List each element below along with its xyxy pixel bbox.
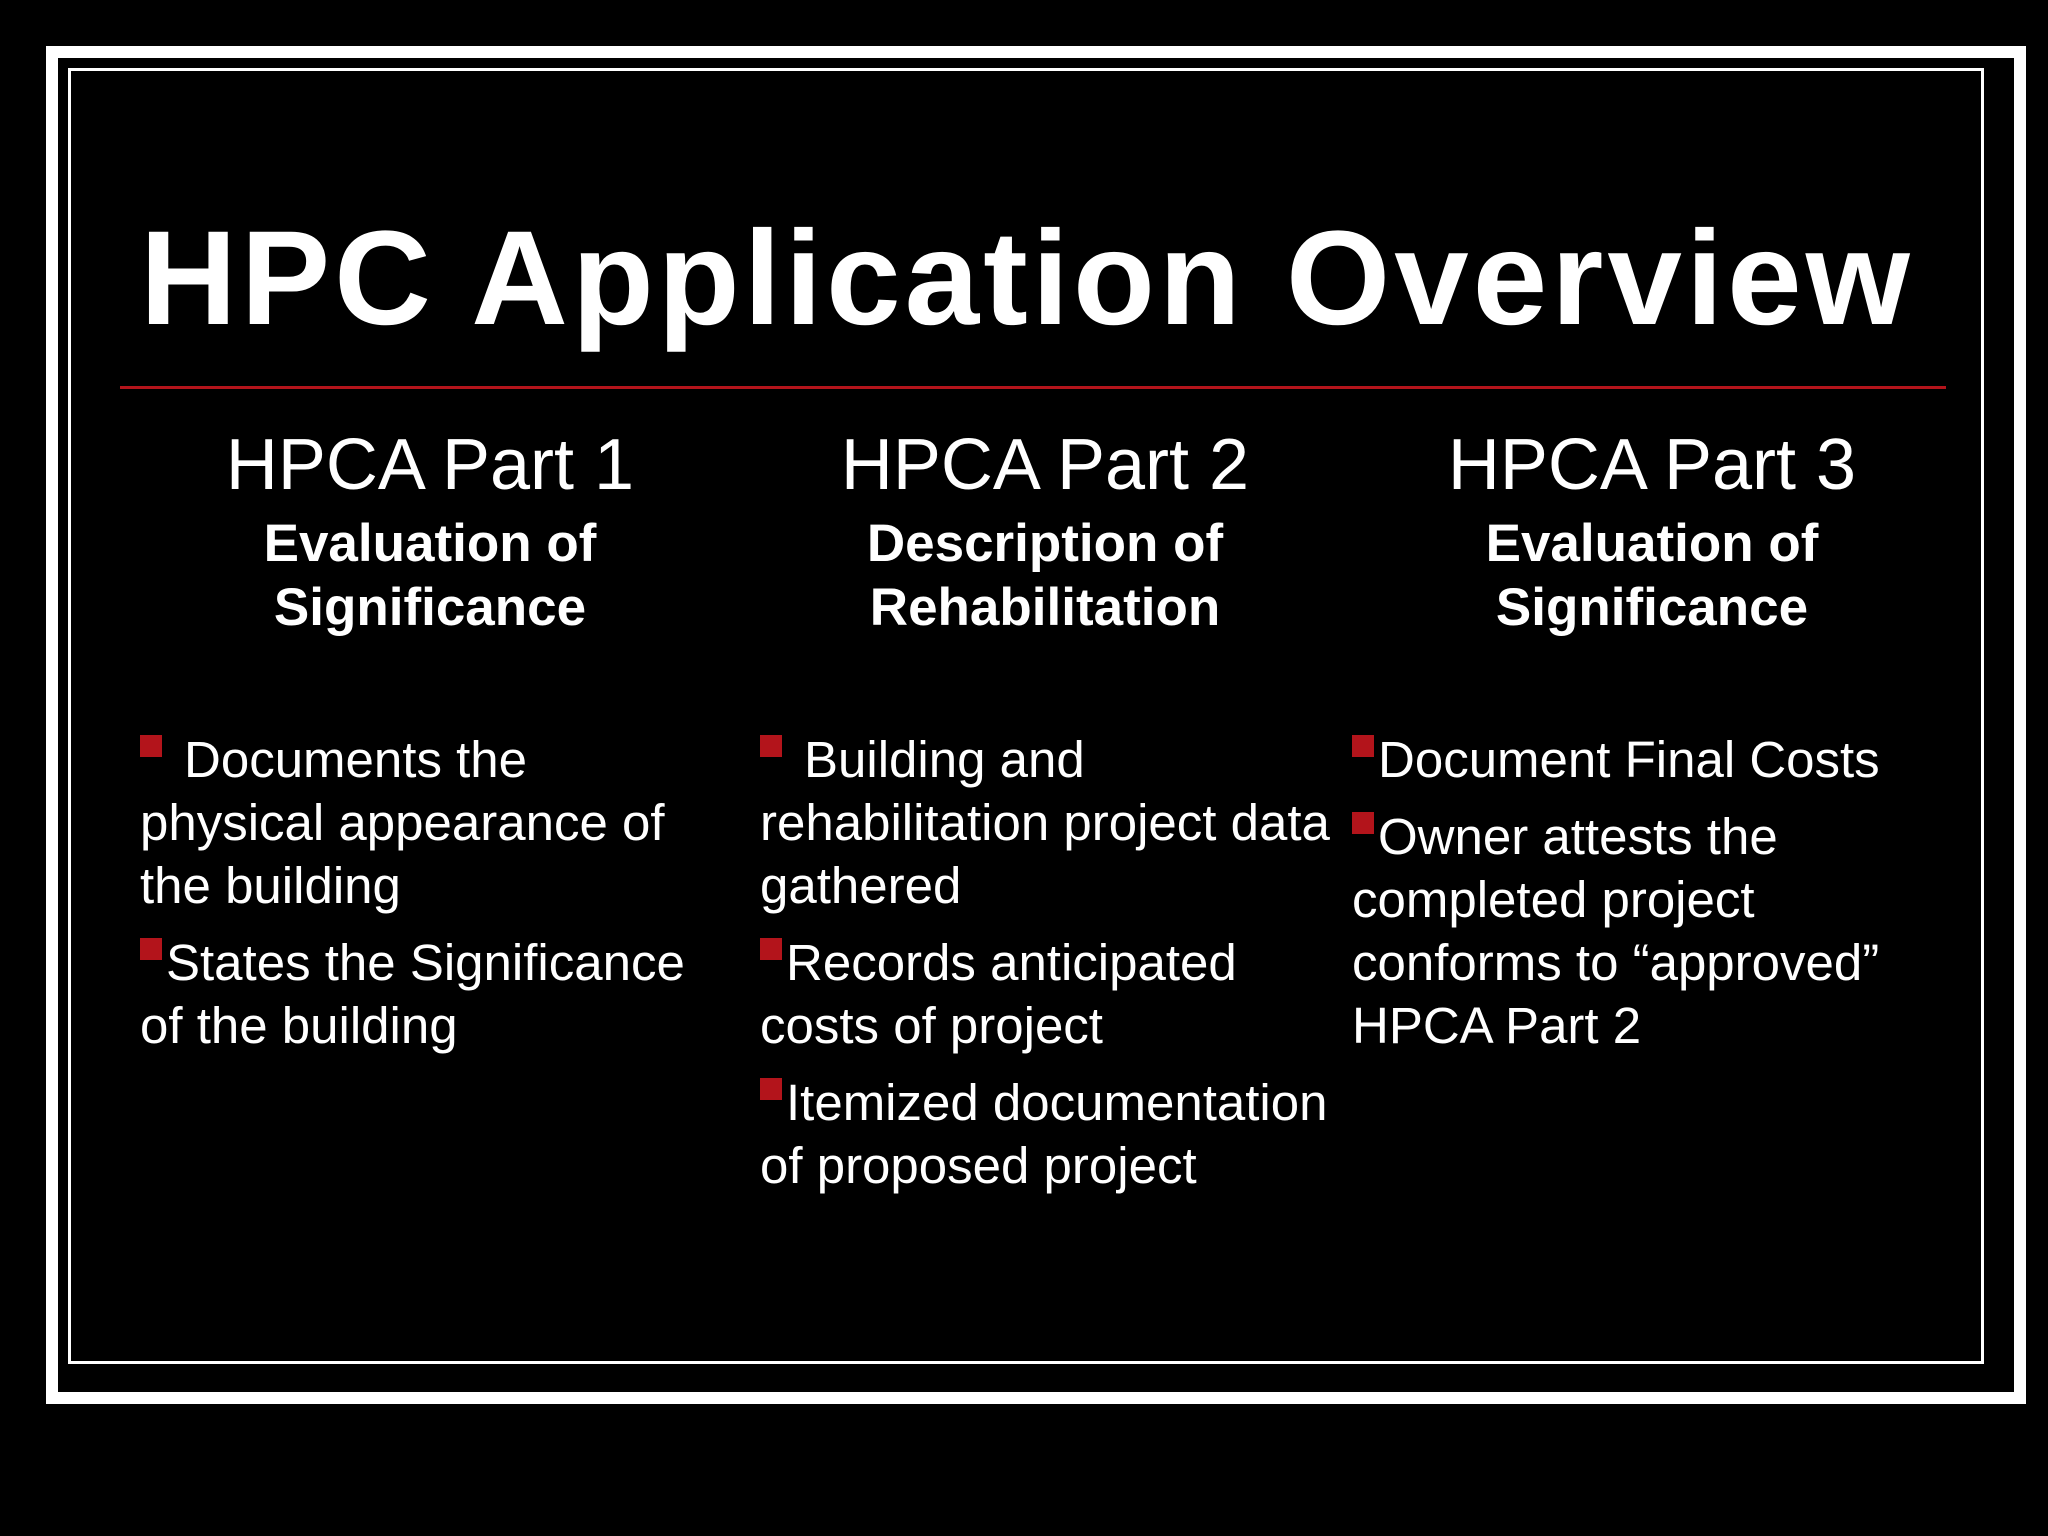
bullet-list [1352, 728, 1952, 1071]
column-part-3 [1352, 418, 1952, 1054]
list-item [760, 1071, 1330, 1197]
bullet-text: Documents the physical appearance of the building [140, 731, 665, 914]
column-heading: HPCA Part 1 [225, 425, 635, 505]
column-part-2 [760, 418, 1330, 1194]
list-item [140, 931, 720, 1057]
column-subtitle-line1: Description of [866, 514, 1224, 573]
bullet-text: Itemized documentation of proposed project [760, 1074, 1328, 1194]
slide-title: HPC Application Overview [140, 204, 1914, 353]
column-subtitle-line2: Significance [1495, 578, 1809, 637]
title-divider [120, 386, 1946, 389]
column-subtitle [1352, 512, 1952, 640]
column-heading: HPCA Part 2 [840, 425, 1250, 505]
list-item [140, 728, 720, 917]
column-subtitle-line2: Rehabilitation [869, 578, 1221, 637]
bullet-list [760, 728, 1330, 1211]
column-subtitle-line1: Evaluation of [263, 514, 597, 573]
bullet-text: Document Final Costs [1378, 731, 1880, 788]
column-subtitle [760, 512, 1330, 640]
bullet-text: States the Significance of the building [140, 934, 685, 1054]
square-bullet-icon [760, 735, 782, 757]
square-bullet-icon [760, 938, 782, 960]
bullet-text: Owner attests the completed project conforms to “approved” HPCA Part 2 [1352, 808, 1880, 1054]
column-subtitle-line2: Significance [273, 578, 587, 637]
list-item [760, 931, 1330, 1057]
column-subtitle [140, 512, 720, 640]
bullet-list [140, 728, 720, 1071]
list-item [1352, 805, 1952, 1057]
bullet-text: Records anticipated costs of project [760, 934, 1237, 1054]
list-item [760, 728, 1330, 917]
square-bullet-icon [1352, 735, 1374, 757]
bullet-text: Building and rehabilitation project data gathered [760, 731, 1330, 914]
square-bullet-icon [140, 735, 162, 757]
square-bullet-icon [760, 1078, 782, 1100]
square-bullet-icon [140, 938, 162, 960]
column-subtitle-line1: Evaluation of [1485, 514, 1819, 573]
list-item [1352, 728, 1952, 791]
column-heading: HPCA Part 3 [1447, 425, 1857, 505]
column-part-1 [140, 418, 720, 1054]
square-bullet-icon [1352, 812, 1374, 834]
